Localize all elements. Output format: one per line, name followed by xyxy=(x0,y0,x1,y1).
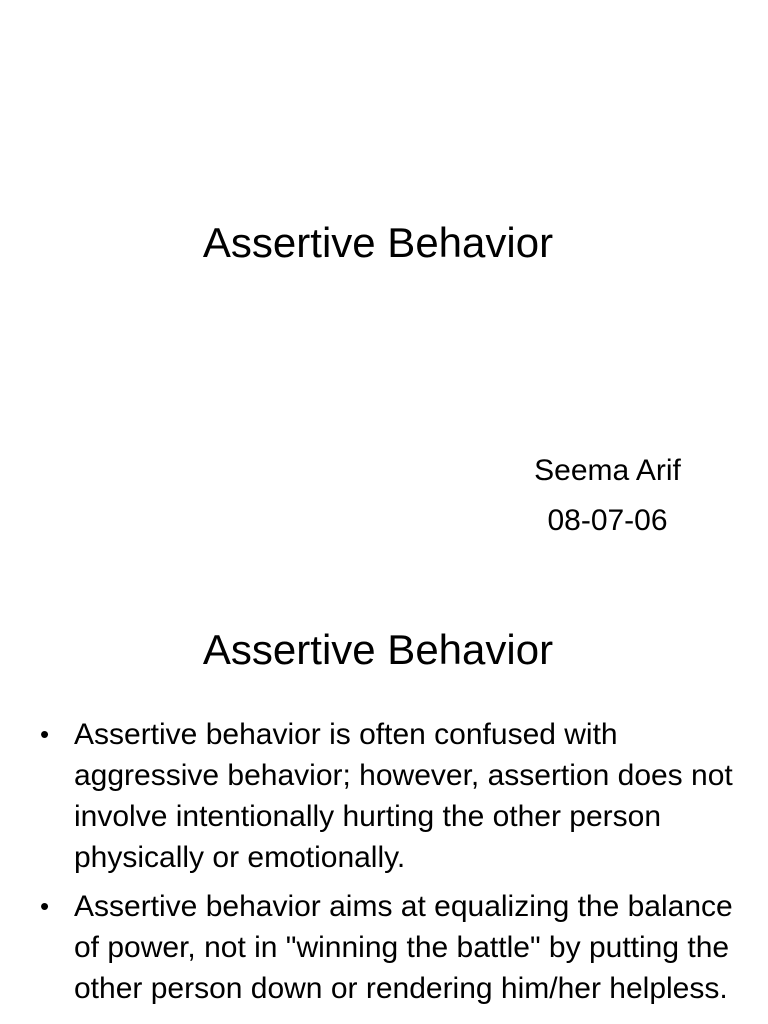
bullet-text: Assertive behavior is often confused with aggressive behavior; however, assertion does not involve intentionally hurting the other person physically or emotionally. xyxy=(74,718,733,874)
content-slide xyxy=(0,576,768,1024)
bullet-item xyxy=(40,886,740,1009)
bullet-list xyxy=(40,714,740,1017)
author-name: Seema Arif xyxy=(534,454,681,487)
bullet-icon: • xyxy=(40,719,50,749)
presentation-date: 08-07-06 xyxy=(547,504,668,537)
slide-title: Assertive Behavior xyxy=(202,626,554,673)
slide-title: Assertive Behavior xyxy=(202,219,554,266)
bullet-icon: • xyxy=(40,891,50,921)
bullet-text: Assertive behavior aims at equalizing the balance of power, not in "winning the battle" by putting the other person down or rendering him/her helpless. xyxy=(74,890,733,1005)
subtitle-block xyxy=(500,446,715,546)
bullet-item xyxy=(40,714,740,878)
